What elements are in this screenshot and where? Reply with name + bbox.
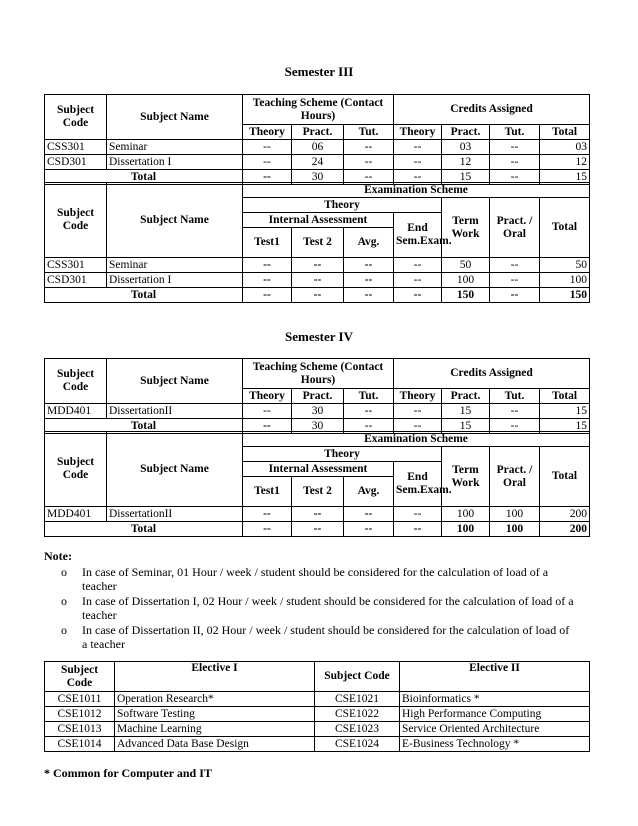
table-row <box>45 707 590 722</box>
cell: 03 <box>442 140 490 155</box>
cell: -- <box>490 170 540 185</box>
header-avg: Avg. <box>344 228 394 258</box>
cell: 100 <box>442 507 490 522</box>
elective-code: CSE1014 <box>45 737 115 752</box>
note-item <box>44 565 574 593</box>
cell: 100 <box>442 273 490 288</box>
subject-code: CSD301 <box>45 155 107 170</box>
subject-name: DissertationII <box>107 507 243 522</box>
cell: 100 <box>490 522 540 537</box>
cell: -- <box>344 140 394 155</box>
elective-name: High Performance Computing <box>400 707 590 722</box>
header-elective-ii: Elective II <box>400 662 590 692</box>
bullet-icon: o <box>61 623 67 637</box>
elective-name: Bioinformatics * <box>400 692 590 707</box>
cell: 30 <box>292 170 344 185</box>
total-row <box>45 522 590 537</box>
sem4-teaching-table <box>44 358 590 434</box>
note-item <box>44 623 574 651</box>
total-label: Total <box>45 419 243 434</box>
elective-name: Service Oriented Architecture <box>400 722 590 737</box>
header-tut: Tut. <box>344 125 394 140</box>
header-pract: Pract. <box>292 389 344 404</box>
cell: 15 <box>442 404 490 419</box>
cell: -- <box>344 155 394 170</box>
subject-code: MDD401 <box>45 404 107 419</box>
cell: 50 <box>442 258 490 273</box>
cell: -- <box>394 404 442 419</box>
header-theory: Theory <box>243 198 442 213</box>
header-subject-code-2: Subject Code <box>315 662 400 692</box>
total-row <box>45 288 590 303</box>
table-row <box>45 140 590 155</box>
header-subject-name: Subject Name <box>107 95 243 140</box>
elective-code: CSE1012 <box>45 707 115 722</box>
subject-code: CSS301 <box>45 140 107 155</box>
cell: 30 <box>292 404 344 419</box>
electives-table <box>44 661 590 752</box>
table-row <box>45 507 590 522</box>
header-theory: Theory <box>243 447 442 462</box>
note-text: In case of Dissertation II, 02 Hour / week / student should be considered for the calculation of load of a teacher <box>82 623 570 651</box>
table-row <box>45 404 590 419</box>
elective-code: CSE1021 <box>315 692 400 707</box>
cell: 100 <box>540 273 590 288</box>
table-row <box>45 737 590 752</box>
table-row <box>45 258 590 273</box>
cell: 15 <box>540 170 590 185</box>
note-item <box>44 594 574 622</box>
note-text: In case of Dissertation I, 02 Hour / week / student should be considered for the calculation of load of a teacher <box>82 594 574 622</box>
sem4-exam-table <box>44 431 590 537</box>
elective-name: Operation Research* <box>115 692 315 707</box>
cell: -- <box>292 288 344 303</box>
header-test2: Test 2 <box>292 477 344 507</box>
cell: 24 <box>292 155 344 170</box>
cell: -- <box>344 288 394 303</box>
header-pract: Pract. <box>292 125 344 140</box>
header-subject-name: Subject Name <box>107 183 243 258</box>
cell: -- <box>243 419 292 434</box>
header-credits-assigned: Credits Assigned <box>394 95 590 125</box>
header-subject-code: Subject Code <box>45 95 107 140</box>
cell: -- <box>394 507 442 522</box>
header-term-work: Term Work <box>442 447 490 507</box>
header-theory: Theory <box>243 389 292 404</box>
header-internal-assessment: Internal Assessment <box>243 213 394 228</box>
total-label: Total <box>45 170 243 185</box>
cell: -- <box>394 258 442 273</box>
elective-name: E-Business Technology * <box>400 737 590 752</box>
cell: 15 <box>442 419 490 434</box>
cell: 200 <box>540 522 590 537</box>
cell: -- <box>490 155 540 170</box>
header-subject-code: Subject Code <box>45 359 107 404</box>
header-end-sem: End Sem.Exam. <box>394 213 442 258</box>
header-theory: Theory <box>243 125 292 140</box>
cell: 150 <box>442 288 490 303</box>
cell: -- <box>243 140 292 155</box>
cell: -- <box>344 258 394 273</box>
cell: -- <box>292 258 344 273</box>
cell: 12 <box>540 155 590 170</box>
header-avg: Avg. <box>344 477 394 507</box>
header-teaching-scheme: Teaching Scheme (Contact Hours) <box>243 359 394 389</box>
sem3-teaching-table <box>44 94 590 185</box>
table-row <box>45 692 590 707</box>
subject-name: DissertationII <box>107 404 243 419</box>
header-teaching-scheme: Teaching Scheme (Contact Hours) <box>243 95 394 125</box>
cell: 03 <box>540 140 590 155</box>
cell: -- <box>394 273 442 288</box>
elective-code: CSE1011 <box>45 692 115 707</box>
cell: -- <box>490 404 540 419</box>
semester-iii-title: Semester III <box>284 64 354 79</box>
header-pract-oral: Pract. / Oral <box>490 447 540 507</box>
header-term-work: Term Work <box>442 198 490 258</box>
cell: -- <box>243 404 292 419</box>
cell: -- <box>344 170 394 185</box>
subject-name: Dissertation I <box>107 273 243 288</box>
elective-code: CSE1022 <box>315 707 400 722</box>
header-subject-code: Subject Code <box>45 432 107 507</box>
cell: -- <box>394 288 442 303</box>
header-credit-pract: Pract. <box>442 389 490 404</box>
header-exam-scheme: Examination Scheme <box>243 432 590 447</box>
header-total: Total <box>540 198 590 258</box>
cell: -- <box>394 155 442 170</box>
cell: -- <box>243 507 292 522</box>
cell: -- <box>344 507 394 522</box>
header-test2: Test 2 <box>292 228 344 258</box>
cell: 200 <box>540 507 590 522</box>
header-total: Total <box>540 447 590 507</box>
cell: -- <box>344 404 394 419</box>
subject-code: MDD401 <box>45 507 107 522</box>
header-subject-code-1: Subject Code <box>45 662 115 692</box>
cell: -- <box>243 288 292 303</box>
subject-name: Seminar <box>107 140 243 155</box>
cell: -- <box>490 273 540 288</box>
header-credit-pract: Pract. <box>442 125 490 140</box>
subject-code: CSD301 <box>45 273 107 288</box>
subject-name: Dissertation I <box>107 155 243 170</box>
cell: -- <box>394 170 442 185</box>
cell: 100 <box>490 507 540 522</box>
footer-note: * Common for Computer and IT <box>44 766 212 780</box>
cell: -- <box>344 273 394 288</box>
bullet-icon: o <box>61 594 67 608</box>
sem3-exam-table <box>44 182 590 303</box>
cell: -- <box>292 273 344 288</box>
bullet-icon: o <box>61 565 67 579</box>
cell: 15 <box>540 404 590 419</box>
header-tut: Tut. <box>344 389 394 404</box>
cell: -- <box>243 273 292 288</box>
header-credit-total: Total <box>540 389 590 404</box>
elective-code: CSE1013 <box>45 722 115 737</box>
elective-name: Advanced Data Base Design <box>115 737 315 752</box>
subject-name: Seminar <box>107 258 243 273</box>
cell: -- <box>292 507 344 522</box>
cell: 100 <box>442 522 490 537</box>
note-text: In case of Seminar, 01 Hour / week / student should be considered for the calculation of load of a teacher <box>82 565 549 593</box>
cell: -- <box>394 522 442 537</box>
header-credit-total: Total <box>540 125 590 140</box>
table-row <box>45 155 590 170</box>
total-label: Total <box>45 522 243 537</box>
cell: 15 <box>540 419 590 434</box>
header-credit-tut: Tut. <box>490 389 540 404</box>
header-test1: Test1 <box>243 477 292 507</box>
cell: -- <box>394 140 442 155</box>
table-row <box>45 722 590 737</box>
cell: -- <box>490 288 540 303</box>
cell: 12 <box>442 155 490 170</box>
cell: -- <box>490 140 540 155</box>
cell: 06 <box>292 140 344 155</box>
header-credit-tut: Tut. <box>490 125 540 140</box>
cell: 15 <box>442 170 490 185</box>
header-internal-assessment: Internal Assessment <box>243 462 394 477</box>
cell: -- <box>243 170 292 185</box>
cell: 50 <box>540 258 590 273</box>
elective-name: Software Testing <box>115 707 315 722</box>
cell: -- <box>344 522 394 537</box>
elective-code: CSE1024 <box>315 737 400 752</box>
cell: -- <box>490 258 540 273</box>
subject-code: CSS301 <box>45 258 107 273</box>
header-credit-theory: Theory <box>394 125 442 140</box>
semester-iv-title: Semester IV <box>285 329 353 344</box>
cell: -- <box>243 155 292 170</box>
note-list <box>44 565 574 652</box>
cell: -- <box>490 419 540 434</box>
elective-code: CSE1023 <box>315 722 400 737</box>
table-row <box>45 273 590 288</box>
header-credits-assigned: Credits Assigned <box>394 359 590 389</box>
cell: -- <box>243 258 292 273</box>
header-pract-oral: Pract. / Oral <box>490 198 540 258</box>
header-subject-code: Subject Code <box>45 183 107 258</box>
header-test1: Test1 <box>243 228 292 258</box>
header-elective-i: Elective I <box>115 662 315 692</box>
cell: -- <box>394 419 442 434</box>
total-label: Total <box>45 288 243 303</box>
elective-name: Machine Learning <box>115 722 315 737</box>
cell: -- <box>344 419 394 434</box>
header-subject-name: Subject Name <box>107 432 243 507</box>
cell: -- <box>243 522 292 537</box>
cell: -- <box>292 522 344 537</box>
cell: 150 <box>540 288 590 303</box>
cell: 30 <box>292 419 344 434</box>
header-exam-scheme: Examination Scheme <box>243 183 590 198</box>
header-subject-name: Subject Name <box>107 359 243 404</box>
header-end-sem: End Sem.Exam. <box>394 462 442 507</box>
note-title: Note: <box>44 549 72 563</box>
header-credit-theory: Theory <box>394 389 442 404</box>
